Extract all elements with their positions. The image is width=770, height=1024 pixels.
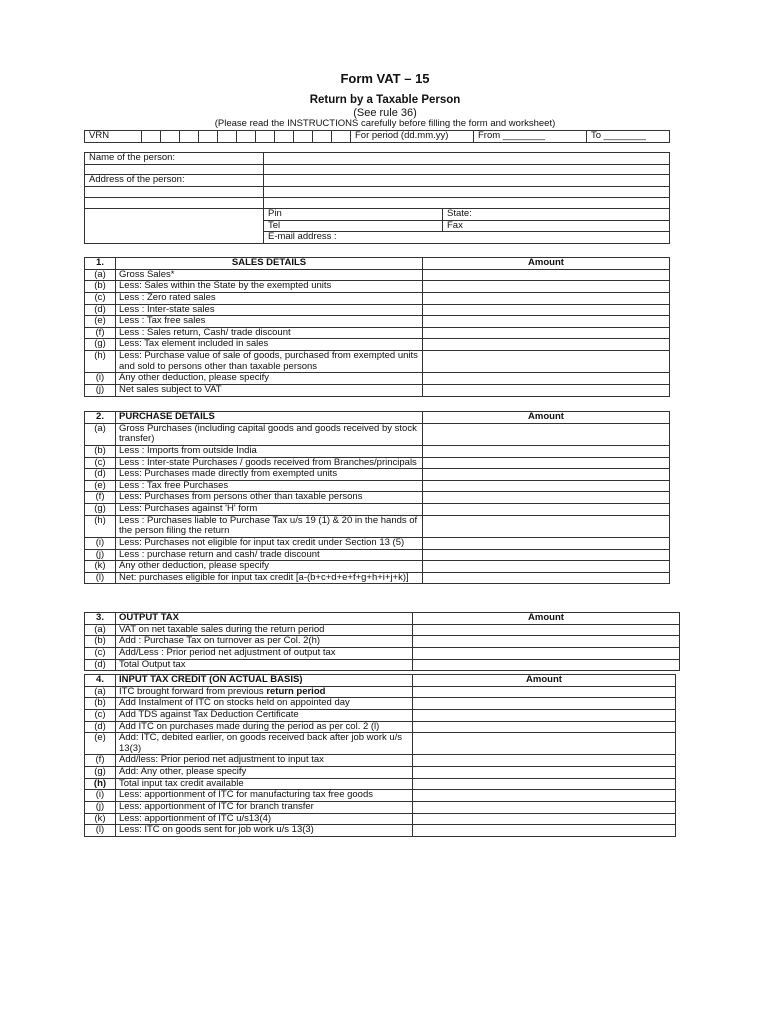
row-code: (h) xyxy=(85,778,116,790)
amount-field[interactable] xyxy=(423,269,670,281)
row-code: (c) xyxy=(85,292,116,304)
amount-field[interactable] xyxy=(413,755,676,767)
row-label: Add/Less : Prior period net adjustment of output tax xyxy=(116,647,413,659)
purchase-details-table xyxy=(84,411,670,584)
amount-field[interactable] xyxy=(413,698,676,710)
vrn-digit-box[interactable] xyxy=(199,131,218,143)
row-code: (k) xyxy=(85,813,116,825)
row-code: (l) xyxy=(85,825,116,837)
amount-field[interactable] xyxy=(413,778,676,790)
vrn-digit-box[interactable] xyxy=(332,131,351,143)
row-code: (j) xyxy=(85,549,116,561)
row-label: Less : Tax free Purchases xyxy=(116,480,423,492)
vrn-digit-box[interactable] xyxy=(142,131,161,143)
row-label: Add : Purchase Tax on turnover as per Col. 2(h) xyxy=(116,636,413,648)
tel-label[interactable]: Tel xyxy=(264,220,443,232)
row-code: (e) xyxy=(85,480,116,492)
amount-field[interactable] xyxy=(413,733,676,755)
email-label[interactable]: E-mail address : xyxy=(264,232,670,244)
row-label: Less: Purchase value of sale of goods, purchased from exempted units and sold to persons other than taxable persons xyxy=(116,351,423,373)
amount-field[interactable] xyxy=(423,469,670,481)
amount-header: Amount xyxy=(423,258,670,270)
amount-field[interactable] xyxy=(423,292,670,304)
row-code: (f) xyxy=(85,327,116,339)
row-code: (e) xyxy=(85,733,116,755)
amount-field[interactable] xyxy=(423,561,670,573)
amount-header: Amount xyxy=(413,675,676,687)
row-label: Less: Purchases not eligible for input tax credit under Section 13 (5) xyxy=(116,537,423,549)
row-label: Less : purchase return and cash/ trade discount xyxy=(116,549,423,561)
row-code: (h) xyxy=(85,515,116,537)
amount-field[interactable] xyxy=(423,304,670,316)
amount-field[interactable] xyxy=(423,537,670,549)
row-label: Net: purchases eligible for input tax credit [a-(b+c+d+e+f+g+h+i+j+k)] xyxy=(116,572,423,584)
section-number: 4. xyxy=(85,675,116,687)
period-label: For period (dd.mm.yy) xyxy=(351,131,474,143)
row-code: (b) xyxy=(85,636,116,648)
row-label: Any other deduction, please specify xyxy=(116,373,423,385)
vrn-digit-box[interactable] xyxy=(237,131,256,143)
amount-field[interactable] xyxy=(423,327,670,339)
row-code: (c) xyxy=(85,709,116,721)
row-label: Less: Purchases made directly from exempted units xyxy=(116,469,423,481)
amount-field[interactable] xyxy=(423,492,670,504)
amount-field[interactable] xyxy=(423,316,670,328)
amount-field[interactable] xyxy=(413,659,680,671)
section-heading: SALES DETAILS xyxy=(116,258,423,270)
row-code: (j) xyxy=(85,384,116,396)
row-code: (i) xyxy=(85,790,116,802)
form-title: Form VAT – 15 xyxy=(340,71,430,86)
row-code: (f) xyxy=(85,755,116,767)
input-tax-credit-table xyxy=(84,674,676,837)
row-label: Less: apportionment of ITC u/s13(4) xyxy=(116,813,413,825)
person-info-table xyxy=(84,152,670,244)
amount-field[interactable] xyxy=(423,515,670,537)
row-label: Add: Any other, please specify xyxy=(116,767,413,779)
row-label: Less : Tax free sales xyxy=(116,316,423,328)
row-label: Add: ITC, debited earlier, on goods received back after job work u/s 13(3) xyxy=(116,733,413,755)
amount-field[interactable] xyxy=(413,801,676,813)
state-label[interactable]: State: xyxy=(443,209,670,221)
address-field-extra[interactable] xyxy=(264,187,670,198)
form-subtitle: Return by a Taxable Person xyxy=(309,94,461,106)
row-code: (b) xyxy=(85,281,116,293)
row-label-text: ITC brought forward from previous xyxy=(119,685,267,697)
row-label: Less: Sales within the State by the exempted units xyxy=(116,281,423,293)
sales-details-table xyxy=(84,257,670,397)
row-label: Less : Sales return, Cash/ trade discount xyxy=(116,327,423,339)
amount-field[interactable] xyxy=(423,549,670,561)
amount-field[interactable] xyxy=(413,813,676,825)
row-label: Less: Purchases from persons other than taxable persons xyxy=(116,492,423,504)
amount-header: Amount xyxy=(413,613,680,625)
amount-field[interactable] xyxy=(413,721,676,733)
amount-field[interactable] xyxy=(413,790,676,802)
row-label xyxy=(116,686,413,698)
vrn-digit-box[interactable] xyxy=(294,131,313,143)
section-heading: OUTPUT TAX xyxy=(116,613,413,625)
section-number: 1. xyxy=(85,258,116,270)
period-to[interactable]: To ________ xyxy=(587,131,670,143)
section-number: 3. xyxy=(85,613,116,625)
row-code: (c) xyxy=(85,457,116,469)
row-code: (a) xyxy=(85,686,116,698)
row-code: (b) xyxy=(85,445,116,457)
row-code: (d) xyxy=(85,304,116,316)
amount-field[interactable] xyxy=(423,457,670,469)
row-code: (g) xyxy=(85,767,116,779)
row-code: (j) xyxy=(85,801,116,813)
row-label: Less : Zero rated sales xyxy=(116,292,423,304)
section-heading: INPUT TAX CREDIT (ON ACTUAL BASIS) xyxy=(116,675,413,687)
row-label: Less : Inter-state Purchases / goods received from Branches/principals xyxy=(116,457,423,469)
vrn-digit-box[interactable] xyxy=(180,131,199,143)
row-label: VAT on net taxable sales during the return period xyxy=(116,624,413,636)
row-code: (d) xyxy=(85,659,116,671)
row-label: Less: apportionment of ITC for manufacturing tax free goods xyxy=(116,790,413,802)
fax-label[interactable]: Fax xyxy=(443,220,670,232)
amount-field[interactable] xyxy=(413,709,676,721)
vrn-digit-box[interactable] xyxy=(275,131,294,143)
row-label-bold: return period xyxy=(266,685,326,697)
row-label: Add ITC on purchases made during the period as per col. 2 (l) xyxy=(116,721,413,733)
section-number: 2. xyxy=(85,412,116,424)
row-label: Add Instalment of ITC on stocks held on appointed day xyxy=(116,698,413,710)
period-from[interactable]: From ________ xyxy=(474,131,587,143)
row-code: (a) xyxy=(85,423,116,445)
row-code: (g) xyxy=(85,339,116,351)
address-field-extra[interactable] xyxy=(264,198,670,209)
output-tax-table xyxy=(84,612,680,671)
row-label: Less : Imports from outside India xyxy=(116,445,423,457)
row-code: (e) xyxy=(85,316,116,328)
row-label: Less : Purchases liable to Purchase Tax u/s 19 (1) & 20 in the hands of the person filing the return xyxy=(116,515,423,537)
amount-field[interactable] xyxy=(413,767,676,779)
row-code: (c) xyxy=(85,647,116,659)
amount-field[interactable] xyxy=(423,423,670,445)
amount-field[interactable] xyxy=(423,445,670,457)
row-label: Less: ITC on goods sent for job work u/s 13(3) xyxy=(116,825,413,837)
name-field-extra[interactable] xyxy=(264,165,670,175)
row-code: (l) xyxy=(85,572,116,584)
row-code: (d) xyxy=(85,721,116,733)
row-label: Net sales subject to VAT xyxy=(116,384,423,396)
row-code: (a) xyxy=(85,624,116,636)
pin-label[interactable]: Pin xyxy=(264,209,443,221)
amount-field[interactable] xyxy=(413,647,680,659)
row-label: Less: apportionment of ITC for branch transfer xyxy=(116,801,413,813)
address-label: Address of the person: xyxy=(85,175,264,187)
row-label: Total input tax credit available xyxy=(116,778,413,790)
row-code: (f) xyxy=(85,492,116,504)
row-label: Total Output tax xyxy=(116,659,413,671)
row-label: Less : Inter-state sales xyxy=(116,304,423,316)
vrn-digit-box[interactable] xyxy=(218,131,237,143)
amount-field[interactable] xyxy=(423,281,670,293)
row-code: (h) xyxy=(85,351,116,373)
vrn-digit-box[interactable] xyxy=(313,131,332,143)
vrn-digit-box[interactable] xyxy=(256,131,275,143)
row-code: (d) xyxy=(85,469,116,481)
row-label: Gross Purchases (including capital goods and goods received by stock transfer) xyxy=(116,423,423,445)
row-label: Gross Sales* xyxy=(116,269,423,281)
row-code: (i) xyxy=(85,373,116,385)
amount-header: Amount xyxy=(423,412,670,424)
amount-field[interactable] xyxy=(413,686,676,698)
name-field[interactable] xyxy=(264,153,670,165)
amount-field[interactable] xyxy=(423,384,670,396)
vrn-digit-box[interactable] xyxy=(161,131,180,143)
instruction-note: (Please read the INSTRUCTIONS carefully before filling the form and worksheet) xyxy=(214,118,556,129)
row-label: Any other deduction, please specify xyxy=(116,561,423,573)
vrn-label: VRN xyxy=(85,131,142,143)
amount-field[interactable] xyxy=(423,373,670,385)
amount-field[interactable] xyxy=(413,624,680,636)
row-code: (i) xyxy=(85,537,116,549)
amount-field[interactable] xyxy=(423,572,670,584)
row-label: Less: Purchases against 'H' form xyxy=(116,504,423,516)
amount-field[interactable] xyxy=(423,504,670,516)
row-label: Less: Tax element included in sales xyxy=(116,339,423,351)
name-label: Name of the person: xyxy=(85,153,264,165)
row-code: (b) xyxy=(85,698,116,710)
row-code: (k) xyxy=(85,561,116,573)
amount-field[interactable] xyxy=(413,825,676,837)
amount-field[interactable] xyxy=(423,480,670,492)
row-label: Add/less: Prior period net adjustment to input tax xyxy=(116,755,413,767)
amount-field[interactable] xyxy=(413,636,680,648)
amount-field[interactable] xyxy=(423,339,670,351)
vrn-row xyxy=(84,130,670,143)
row-code: (a) xyxy=(85,269,116,281)
rule-reference: (See rule 36) xyxy=(353,107,417,119)
row-code: (g) xyxy=(85,504,116,516)
row-label: Add TDS against Tax Deduction Certificate xyxy=(116,709,413,721)
address-field[interactable] xyxy=(264,175,670,187)
section-heading: PURCHASE DETAILS xyxy=(116,412,423,424)
amount-field[interactable] xyxy=(423,351,670,373)
